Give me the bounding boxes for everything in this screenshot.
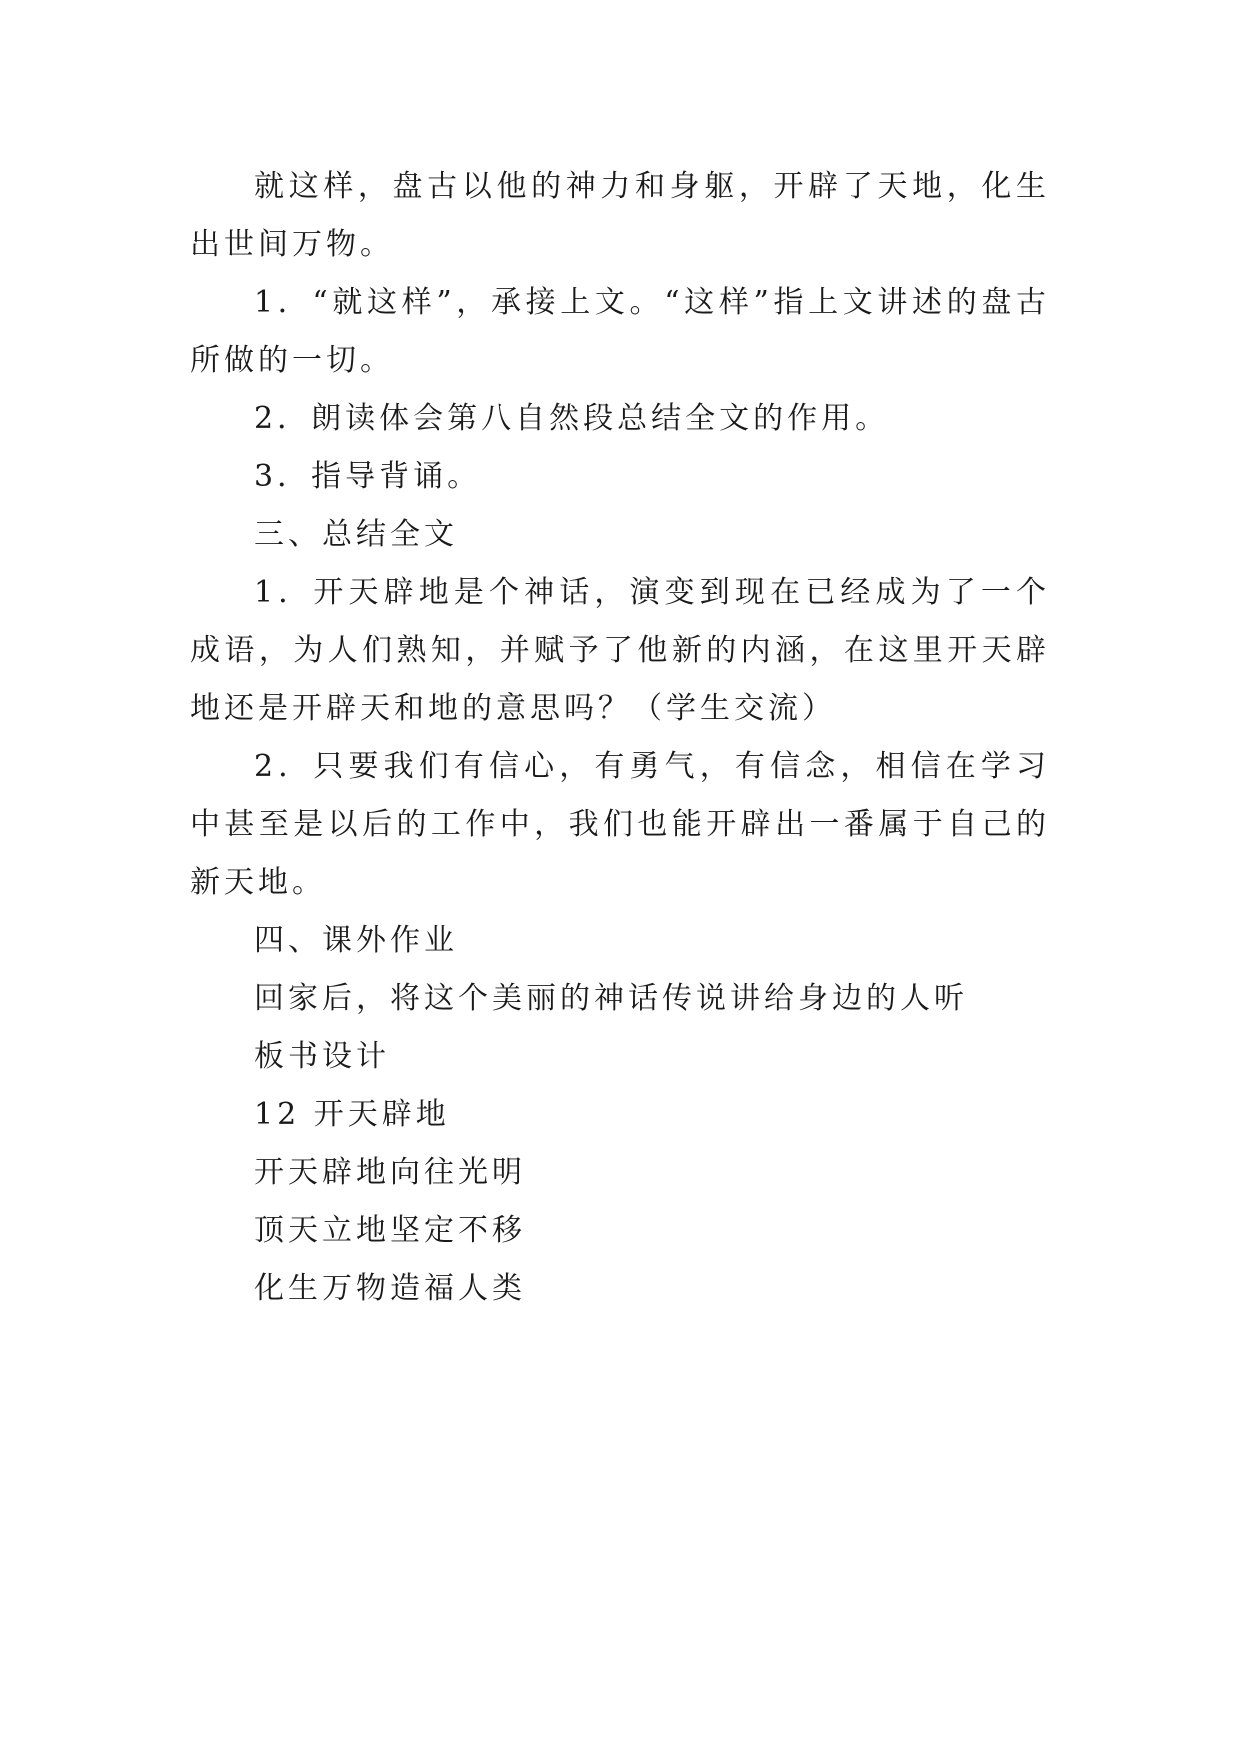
paragraph-conclusion: 就这样，盘古以他的神力和身躯，开辟了天地，化生出世间万物。: [190, 169, 1050, 262]
paragraph-summary-1: 1．开天辟地是个神话，演变到现在已经成为了一个成语，为人们熟知，并赋予了他新的内涵，在这里开天辟地还是开辟天和地的意思吗？（学生交流）: [190, 575, 1050, 726]
paragraph-point-2: 2．朗读体会第八自然段总结全文的作用。: [254, 401, 890, 436]
board-design-line-1: 开天辟地向往光明: [254, 1155, 526, 1190]
section-heading-homework: 四、课外作业: [254, 923, 458, 958]
section-heading-summary: 三、总结全文: [254, 517, 458, 552]
homework-text: 回家后，将这个美丽的神话传说讲给身边的人听: [254, 981, 968, 1016]
paragraph-point-3: 3．指导背诵。: [254, 459, 482, 494]
document-body: [190, 158, 1050, 1318]
board-design-heading: 板书设计: [254, 1039, 390, 1074]
board-design-line-2: 顶天立地坚定不移: [254, 1213, 526, 1248]
paragraph-summary-2: 2．只要我们有信心，有勇气，有信念，相信在学习中甚至是以后的工作中，我们也能开辟出一番属于自己的新天地。: [190, 749, 1050, 900]
board-design-title: 12 开天辟地: [254, 1097, 450, 1132]
board-design-line-3: 化生万物造福人类: [254, 1271, 526, 1306]
paragraph-point-1: 1．“就这样”，承接上文。“这样”指上文讲述的盘古所做的一切。: [190, 285, 1050, 378]
